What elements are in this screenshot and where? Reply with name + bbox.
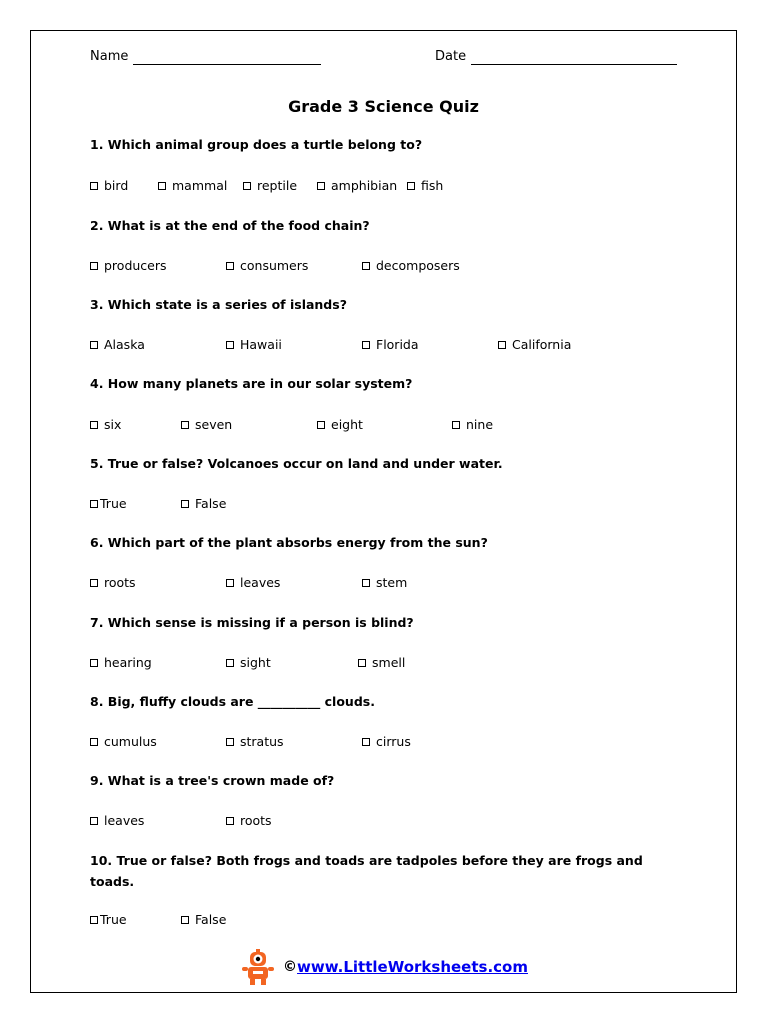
question-2: 2. What is at the end of the food chain? bbox=[90, 218, 370, 233]
checkbox-icon bbox=[226, 341, 234, 349]
checkbox-icon bbox=[362, 341, 370, 349]
option-checkbox[interactable]: cirrus bbox=[362, 734, 411, 749]
question-10: 10. True or false? Both frogs and toads are tadpoles before they are frogs and toads. bbox=[90, 853, 643, 889]
checkbox-icon bbox=[362, 579, 370, 587]
checkbox-icon bbox=[90, 341, 98, 349]
option-checkbox[interactable]: True bbox=[90, 912, 127, 927]
footer bbox=[31, 949, 736, 985]
checkbox-icon bbox=[90, 182, 98, 190]
question-5: 5. True or false? Volcanoes occur on land and under water. bbox=[90, 456, 503, 471]
checkbox-icon bbox=[498, 341, 506, 349]
option-checkbox[interactable]: fish bbox=[407, 178, 443, 193]
option-checkbox[interactable]: mammal bbox=[158, 178, 227, 193]
checkbox-icon bbox=[226, 738, 234, 746]
option-checkbox[interactable]: sight bbox=[226, 655, 271, 670]
checkbox-icon bbox=[181, 500, 189, 508]
worksheet-page bbox=[30, 30, 737, 993]
copyright-symbol: © bbox=[283, 959, 298, 975]
option-checkbox[interactable]: decomposers bbox=[362, 258, 460, 273]
option-checkbox[interactable]: reptile bbox=[243, 178, 297, 193]
option-checkbox[interactable]: smell bbox=[358, 655, 405, 670]
checkbox-icon bbox=[226, 817, 234, 825]
option-checkbox[interactable]: stratus bbox=[226, 734, 284, 749]
checkbox-icon bbox=[358, 659, 366, 667]
checkbox-icon bbox=[90, 659, 98, 667]
option-checkbox[interactable]: eight bbox=[317, 417, 363, 432]
option-checkbox[interactable]: roots bbox=[90, 575, 136, 590]
option-checkbox[interactable]: False bbox=[181, 912, 226, 927]
question-8: 8. Big, fluffy clouds are __________ clouds. bbox=[90, 694, 375, 709]
question-7: 7. Which sense is missing if a person is blind? bbox=[90, 615, 414, 630]
checkbox-icon bbox=[226, 659, 234, 667]
date-label: Date bbox=[435, 49, 467, 64]
option-checkbox[interactable]: seven bbox=[181, 417, 232, 432]
option-checkbox[interactable]: Alaska bbox=[90, 337, 145, 352]
question-6: 6. Which part of the plant absorbs energy from the sun? bbox=[90, 535, 488, 550]
question-3: 3. Which state is a series of islands? bbox=[90, 297, 347, 312]
option-checkbox[interactable]: cumulus bbox=[90, 734, 157, 749]
option-checkbox[interactable]: False bbox=[181, 496, 226, 511]
name-line bbox=[133, 64, 321, 65]
option-checkbox[interactable]: nine bbox=[452, 417, 493, 432]
option-checkbox[interactable]: amphibian bbox=[317, 178, 397, 193]
option-checkbox[interactable]: consumers bbox=[226, 258, 308, 273]
checkbox-icon bbox=[181, 916, 189, 924]
option-checkbox[interactable]: leaves bbox=[226, 575, 280, 590]
question-9: 9. What is a tree's crown made of? bbox=[90, 773, 335, 788]
website-link[interactable]: www.LittleWorksheets.com bbox=[297, 958, 528, 976]
checkbox-icon bbox=[226, 579, 234, 587]
checkbox-icon bbox=[90, 500, 98, 508]
robot-mascot-icon bbox=[239, 949, 277, 985]
option-checkbox[interactable]: producers bbox=[90, 258, 167, 273]
checkbox-icon bbox=[90, 262, 98, 270]
checkbox-icon bbox=[362, 262, 370, 270]
checkbox-icon bbox=[452, 421, 460, 429]
option-checkbox[interactable]: hearing bbox=[90, 655, 152, 670]
checkbox-icon bbox=[317, 421, 325, 429]
checkbox-icon bbox=[181, 421, 189, 429]
checkbox-icon bbox=[158, 182, 166, 190]
checkbox-icon bbox=[317, 182, 325, 190]
checkbox-icon bbox=[90, 817, 98, 825]
question-1: 1. Which animal group does a turtle belong to? bbox=[90, 137, 423, 152]
checkbox-icon bbox=[90, 579, 98, 587]
option-checkbox[interactable]: stem bbox=[362, 575, 407, 590]
checkbox-icon bbox=[407, 182, 415, 190]
checkbox-icon bbox=[243, 182, 251, 190]
option-checkbox[interactable]: Hawaii bbox=[226, 337, 282, 352]
checkbox-icon bbox=[90, 738, 98, 746]
checkbox-icon bbox=[90, 421, 98, 429]
option-checkbox[interactable]: six bbox=[90, 417, 121, 432]
option-checkbox[interactable]: California bbox=[498, 337, 571, 352]
page-title: Grade 3 Science Quiz bbox=[288, 97, 479, 116]
name-label: Name bbox=[90, 49, 129, 64]
checkbox-icon bbox=[226, 262, 234, 270]
checkbox-icon bbox=[90, 916, 98, 924]
option-checkbox[interactable]: True bbox=[90, 496, 127, 511]
option-checkbox[interactable]: leaves bbox=[90, 813, 144, 828]
option-checkbox[interactable]: roots bbox=[226, 813, 272, 828]
checkbox-icon bbox=[362, 738, 370, 746]
date-line bbox=[471, 64, 677, 65]
option-checkbox[interactable]: Florida bbox=[362, 337, 419, 352]
option-checkbox[interactable]: bird bbox=[90, 178, 128, 193]
question-4: 4. How many planets are in our solar system? bbox=[90, 376, 413, 391]
